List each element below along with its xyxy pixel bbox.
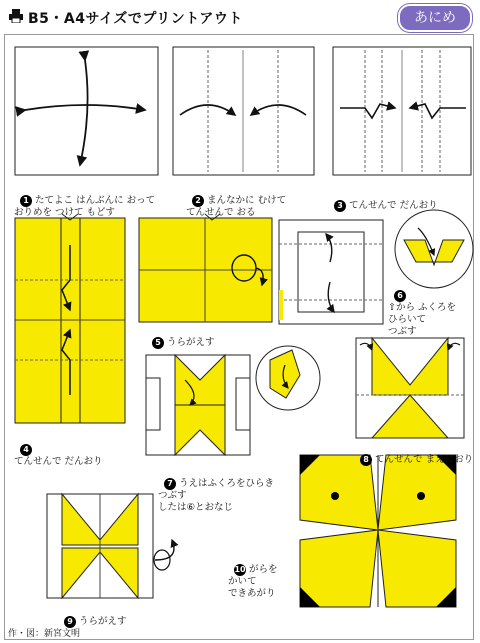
step-5b-diagram bbox=[279, 220, 383, 324]
step-5-number: 5 bbox=[152, 337, 164, 349]
step-4-number: 4 bbox=[20, 444, 32, 456]
step-5-diagram bbox=[139, 214, 272, 322]
step-3-diagram bbox=[333, 47, 471, 175]
step-2-text: まんなかに むけて てんせんで おる bbox=[186, 195, 287, 218]
step-7-caption bbox=[158, 466, 274, 514]
step-9-diagram bbox=[47, 494, 174, 598]
page-title: B5・A4サイズでプリントアウト bbox=[28, 11, 243, 27]
step-5-text: うらがえす bbox=[167, 337, 215, 348]
step-8-caption bbox=[354, 442, 473, 466]
step-1-diagram bbox=[15, 47, 158, 175]
step-7-number: 7 bbox=[164, 478, 176, 490]
step-7-diagram bbox=[146, 346, 320, 455]
step-1-text: たてよこ はんぶんに おって おりめを つけて もどす bbox=[14, 195, 156, 218]
step-4-diagram bbox=[15, 214, 125, 423]
step-2-diagram bbox=[173, 47, 314, 175]
step-1-caption bbox=[14, 183, 155, 219]
step-1-number: 1 bbox=[20, 195, 32, 207]
step-6-number: 6 bbox=[394, 290, 406, 302]
author-credit: 作・図：新宮文明 bbox=[8, 629, 81, 639]
step-6-text: ⇧から ふくろを ひらいて つぶす bbox=[388, 302, 456, 337]
step-3-text: てんせんで だんおり bbox=[349, 200, 438, 211]
step-5-caption bbox=[146, 325, 215, 349]
step-10-number: 10 bbox=[234, 565, 246, 574]
step-3-caption bbox=[328, 188, 438, 212]
step-10-caption bbox=[228, 552, 278, 600]
step-8-text: てんせんで まえにおり bbox=[375, 454, 474, 465]
step-4-text: てんせんで だんおり bbox=[14, 456, 103, 467]
step-6-caption bbox=[388, 278, 456, 338]
step-10-diagram bbox=[300, 455, 456, 607]
step-10-text: がらを かいて できあがり bbox=[228, 564, 278, 599]
step-9-text: うらがえす bbox=[79, 616, 127, 627]
step-4-caption bbox=[14, 432, 103, 468]
step-2-number: 2 bbox=[192, 195, 204, 207]
anime-badge[interactable]: あにめ bbox=[398, 4, 472, 32]
step-8-number: 8 bbox=[360, 454, 372, 466]
step-6-diagram bbox=[395, 210, 473, 288]
step-2-caption bbox=[186, 183, 286, 219]
step-3-number: 3 bbox=[334, 200, 346, 212]
step-7-text: うえはふくろをひらき つぶす したは⑥とおなじ bbox=[158, 478, 275, 513]
step-9-caption bbox=[58, 604, 127, 628]
step-9-number: 9 bbox=[64, 616, 76, 628]
step-8-diagram bbox=[356, 338, 464, 438]
